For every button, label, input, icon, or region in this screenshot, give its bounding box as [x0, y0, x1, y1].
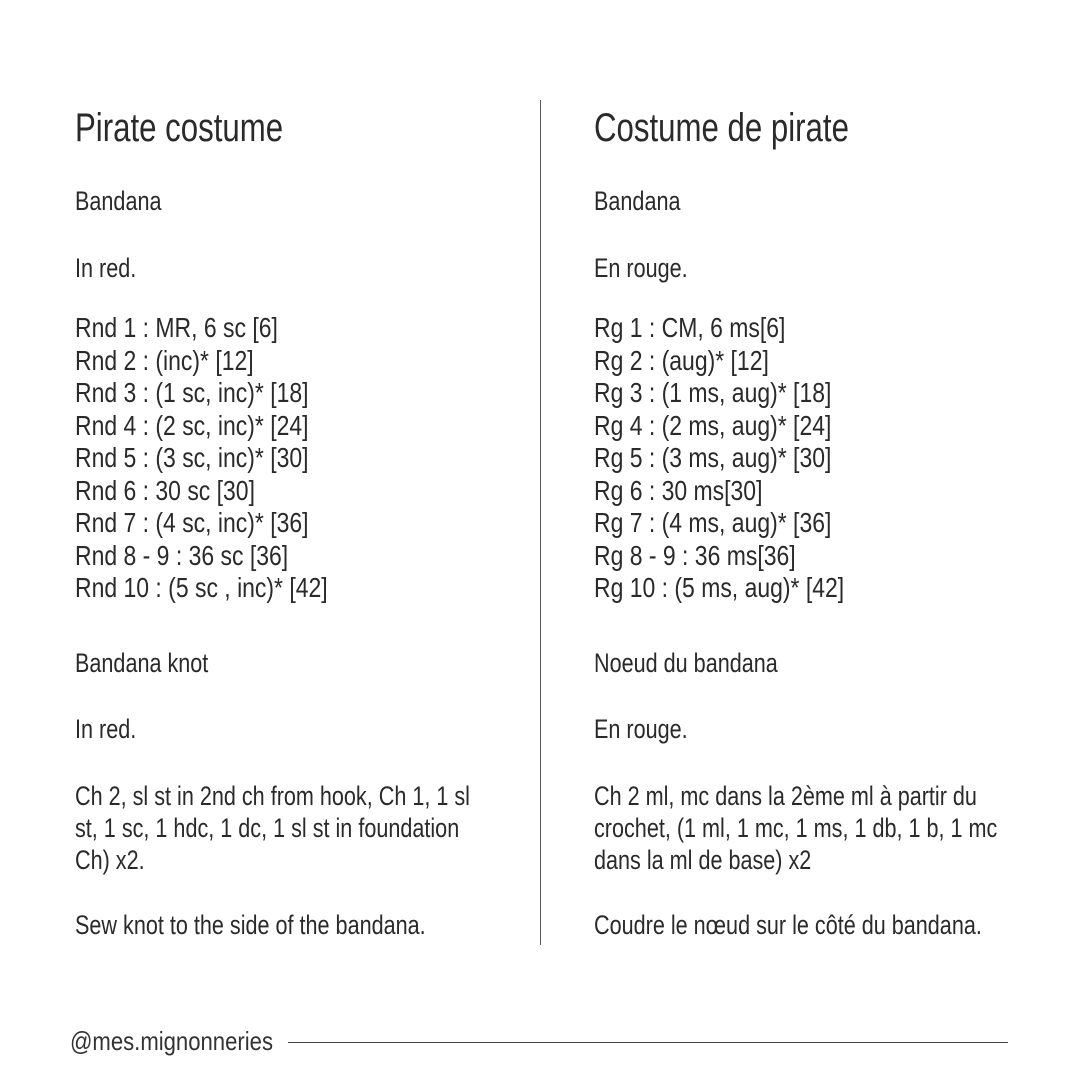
- english-sew-instruction: Sew knot to the side of the bandana.: [75, 910, 426, 940]
- english-bandana-rounds: [75, 312, 383, 605]
- english-knot-color: In red.: [75, 714, 137, 744]
- round-line: Rg 3 : (1 ms, aug)* [18]: [594, 377, 832, 408]
- round-line: Rnd 1 : MR, 6 sc [6]: [75, 312, 278, 343]
- round-line: Rg 1 : CM, 6 ms[6]: [594, 312, 786, 343]
- english-title: Pirate costume: [75, 106, 284, 150]
- english-knot-instructions: Ch 2, sl st in 2nd ch from hook, Ch 1, 1 sl st, 1 sc, 1 hdc, 1 dc, 1 sl st in foundation Ch) x2.: [75, 781, 470, 875]
- round-line: Rnd 6 : 30 sc [30]: [75, 474, 255, 506]
- round-line: Rg 8 - 9 : 36 ms[36]: [594, 539, 796, 571]
- english-knot-heading: Bandana knot: [75, 648, 209, 678]
- french-knot-color: En rouge.: [594, 714, 688, 744]
- french-bandana-rounds: [594, 312, 899, 605]
- footer-rule: [288, 1042, 1008, 1043]
- round-line: Rnd 10 : (5 sc , inc)* [42]: [75, 572, 328, 603]
- round-line: Rnd 2 : (inc)* [12]: [75, 344, 254, 376]
- french-knot-instructions: Ch 2 ml, mc dans la 2ème ml à partir du crochet, (1 ml, 1 mc, 1 ms, 1 db, 1 b, 1 mc dans la ml de base) x2: [594, 781, 998, 875]
- round-line: Rg 5 : (3 ms, aug)* [30]: [594, 442, 832, 473]
- round-line: Rnd 5 : (3 sc, inc)* [30]: [75, 442, 309, 473]
- round-line: Rnd 4 : (2 sc, inc)* [24]: [75, 409, 309, 441]
- round-line: Rg 2 : (aug)* [12]: [594, 344, 769, 376]
- round-line: Rg 6 : 30 ms[30]: [594, 474, 763, 506]
- french-knot-heading: Noeud du bandana: [594, 648, 778, 678]
- english-column: [75, 100, 515, 940]
- french-sew-instruction: Coudre le nœud sur le côté du bandana.: [594, 910, 982, 940]
- column-divider: [540, 100, 541, 945]
- french-column: [594, 100, 1034, 940]
- english-bandana-heading: Bandana: [75, 186, 162, 216]
- english-bandana-color: In red.: [75, 253, 137, 283]
- round-line: Rnd 7 : (4 sc, inc)* [36]: [75, 507, 309, 538]
- round-line: Rnd 8 - 9 : 36 sc [36]: [75, 539, 289, 571]
- round-line: Rg 4 : (2 ms, aug)* [24]: [594, 409, 832, 441]
- round-line: Rg 10 : (5 ms, aug)* [42]: [594, 572, 845, 603]
- french-title: Costume de pirate: [594, 106, 849, 150]
- round-line: Rg 7 : (4 ms, aug)* [36]: [594, 507, 832, 538]
- french-bandana-heading: Bandana: [594, 186, 681, 216]
- instagram-handle: @mes.mignonneries: [70, 1026, 274, 1056]
- french-bandana-color: En rouge.: [594, 253, 688, 283]
- round-line: Rnd 3 : (1 sc, inc)* [18]: [75, 377, 309, 408]
